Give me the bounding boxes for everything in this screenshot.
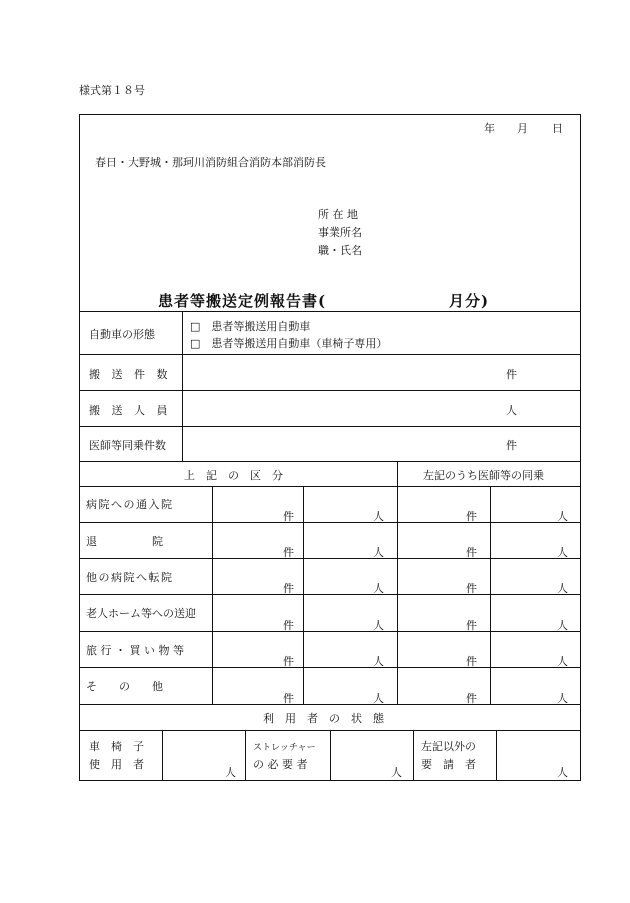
transport-persons-unit: 人 (506, 404, 517, 417)
row-unit: 人 (373, 655, 384, 668)
date-day: 日 (552, 122, 563, 135)
row-unit: 件 (466, 510, 477, 523)
user-status-header: 利 用 者 の 状 態 (263, 712, 384, 725)
row-unit: 件 (283, 692, 294, 705)
report-title-left: 患者等搬送定例報告書( (158, 292, 327, 310)
row-unit: 人 (373, 619, 384, 632)
row-unit: 人 (373, 692, 384, 705)
row-label-admission: 病院への通入院 (86, 498, 174, 511)
vehicle-type-option-standard[interactable]: □ 患者等搬送用自動車 (190, 320, 311, 333)
row-label-transfer: 他の病院へ転院 (86, 571, 174, 584)
other-requester-unit: 人 (557, 766, 568, 779)
transport-count-label: 搬 送 件 数 (89, 368, 172, 381)
row-label-other: そ の 他 (86, 680, 163, 693)
applicant-name-label: 職・氏名 (318, 244, 362, 257)
row-unit: 人 (557, 692, 568, 705)
wheelchair-unit: 人 (225, 766, 236, 779)
row-label-discharge: 退 院 (86, 535, 163, 548)
row-unit: 件 (283, 510, 294, 523)
row-unit: 件 (283, 546, 294, 559)
transport-count-unit: 件 (506, 368, 517, 381)
other-requester-label-line2: 要 請 者 (421, 758, 476, 771)
row-unit: 人 (557, 546, 568, 559)
row-unit: 件 (466, 692, 477, 705)
report-title-right: 月分) (449, 292, 490, 310)
row-unit: 人 (557, 619, 568, 632)
stretcher-label-line2: の 必 要 者 (253, 758, 308, 771)
row-unit: 人 (557, 582, 568, 595)
stretcher-unit: 人 (391, 766, 402, 779)
row-unit: 人 (557, 510, 568, 523)
row-unit: 件 (466, 619, 477, 632)
addressee: 春日・大野城・那珂川消防組合消防本部消防長 (95, 156, 326, 169)
form-number: 様式第１８号 (79, 84, 145, 97)
row-unit: 件 (283, 582, 294, 595)
breakdown-header-left: 上 記 の 区 分 (184, 469, 283, 482)
row-unit: 件 (466, 546, 477, 559)
applicant-address-label: 所 在 地 (318, 208, 358, 221)
breakdown-header-right: 左記のうち医師等の同乗 (423, 469, 544, 482)
row-unit: 件 (283, 619, 294, 632)
row-unit: 件 (466, 582, 477, 595)
date-month: 月 (517, 122, 528, 135)
row-label-travel-shopping: 旅 行 ・ 買 い 物 等 (86, 644, 184, 657)
transport-persons-label: 搬 送 人 員 (89, 404, 172, 417)
wheelchair-label-line1: 車 椅 子 (89, 740, 144, 753)
row-unit: 人 (373, 510, 384, 523)
row-unit: 人 (373, 546, 384, 559)
vehicle-type-option-wheelchair[interactable]: □ 患者等搬送用自動車（車椅子専用） (190, 337, 388, 350)
row-unit: 人 (373, 582, 384, 595)
other-requester-label-line1: 左記以外の (421, 740, 476, 753)
row-label-nursing-home: 老人ホーム等への送迎 (86, 607, 196, 620)
row-unit: 件 (466, 655, 477, 668)
doctor-accompanied-label: 医師等同乗件数 (89, 439, 166, 452)
wheelchair-label-line2: 使 用 者 (89, 758, 144, 771)
row-unit: 件 (283, 655, 294, 668)
stretcher-label-line1: ストレッチャー (253, 743, 316, 753)
row-unit: 人 (557, 655, 568, 668)
date-year: 年 (484, 122, 495, 135)
applicant-office-label: 事業所名 (318, 226, 362, 239)
doctor-accompanied-unit: 件 (506, 439, 517, 452)
vehicle-type-label: 自動車の形態 (89, 328, 155, 341)
